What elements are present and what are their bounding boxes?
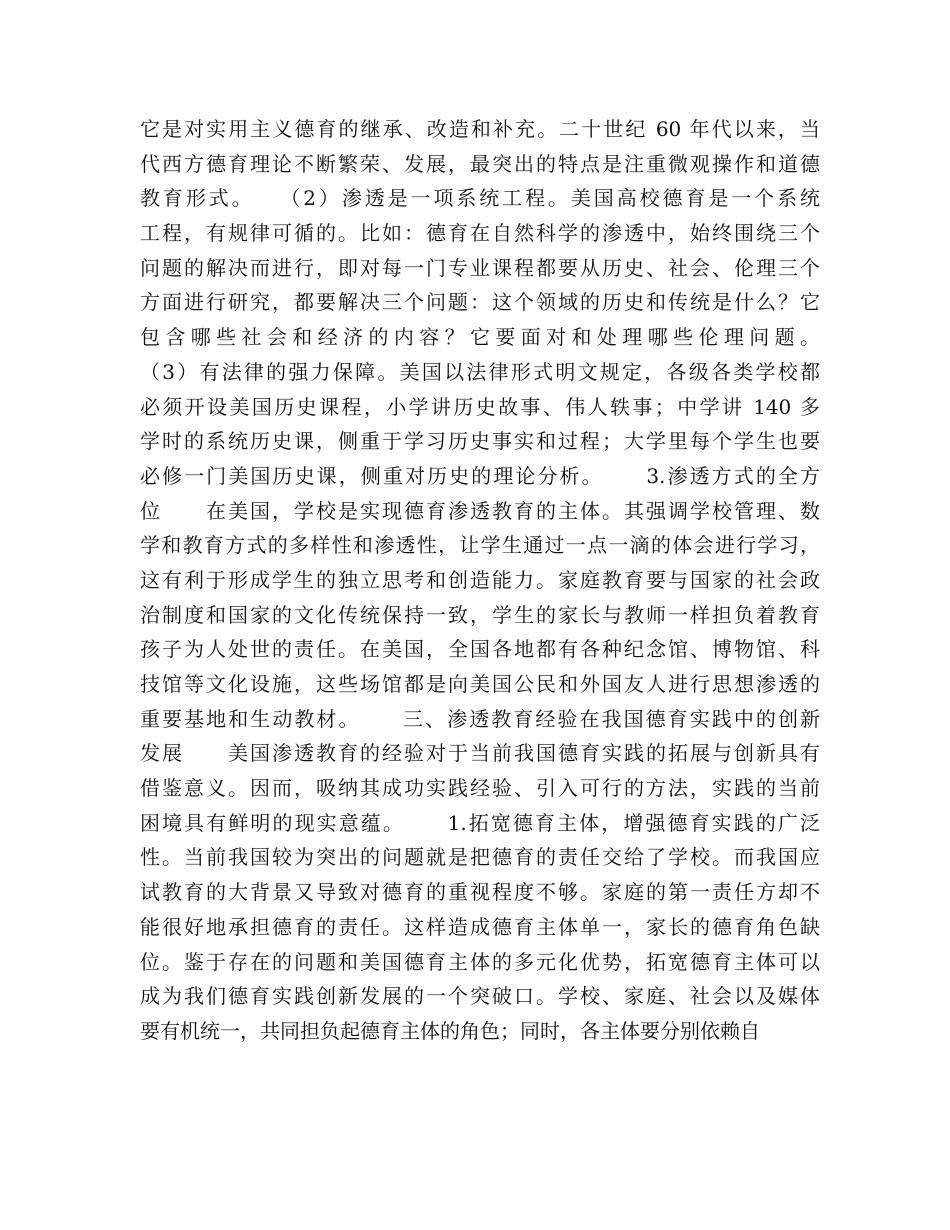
text-line: 借鉴意义。因而，吸纳其成功实践经验、引入可行的方法，实践的当前	[140, 776, 820, 801]
text-line: 教育形式。 （2）渗透是一项系统工程。美国高校德育是一个系统	[140, 186, 820, 211]
text-line: 代西方德育理论不断繁荣、发展，最突出的特点是注重微观操作和道德	[140, 151, 820, 176]
text-line: 试教育的大背景又导致对德育的重视程度不够。家庭的第一责任方却不	[140, 880, 820, 905]
text-line: 方面进行研究，都要解决三个问题：这个领域的历史和传统是什么？它	[140, 290, 820, 315]
body-text	[140, 112, 820, 1049]
text-line: 学时的系统历史课，侧重于学习历史事实和过程；大学里每个学生也要	[140, 429, 820, 454]
text-line: 性。当前我国较为突出的问题就是把德育的责任交给了学校。而我国应	[140, 845, 820, 870]
text-line: 工程，有规律可循的。比如：德育在自然科学的渗透中，始终围绕三个	[140, 221, 820, 246]
text-line: 治制度和国家的文化传统保持一致，学生的家长与教师一样担负着教育	[140, 602, 820, 627]
text-line: 成为我们德育实践创新发展的一个突破口。学校、家庭、社会以及媒体	[140, 984, 820, 1009]
text-line: 要有机统一，共同担负起德育主体的角色；同时，各主体要分别依赖自	[140, 1018, 760, 1043]
text-line: 必须开设美国历史课程，小学讲历史故事、伟人轶事；中学讲 140 多	[140, 394, 820, 419]
text-line: 问题的解决而进行，即对每一门专业课程都要从历史、社会、伦理三个	[140, 255, 820, 280]
text-line: 技馆等文化设施，这些场馆都是向美国公民和外国友人进行思想渗透的	[140, 672, 820, 696]
text-line: 孩子为人处世的责任。在美国，全国各地都有各种纪念馆、博物馆、科	[140, 637, 820, 662]
text-line: 它是对实用主义德育的继承、改造和补充。二十世纪 60 年代以来，当	[140, 117, 820, 141]
text-line: 能很好地承担德育的责任。这样造成德育主体单一，家长的德育角色缺	[140, 914, 820, 939]
text-line: 困境具有鲜明的现实意蕴。 1.拓宽德育主体，增强德育实践的广泛	[140, 810, 820, 835]
text-line: 学和教育方式的多样性和渗透性，让学生通过一点一滴的体会进行学习，	[140, 533, 820, 558]
text-line: 必修一门美国历史课，侧重对历史的理论分析。 3.渗透方式的全方	[140, 463, 820, 488]
text-line: 重要基地和生动教材。 三、渗透教育经验在我国德育实践中的创新	[140, 706, 820, 731]
text-line: 位。鉴于存在的问题和美国德育主体的多元化优势，拓宽德育主体可以	[140, 949, 820, 974]
text-line: 这有利于形成学生的独立思考和创造能力。家庭教育要与国家的社会政	[140, 567, 820, 592]
text-line: 包含哪些社会和经济的内容？它要面对和处理哪些伦理问题。	[140, 325, 820, 350]
text-line: 发展 美国渗透教育的经验对于当前我国德育实践的拓展与创新具有	[140, 741, 820, 766]
text-line: 位 在美国，学校是实现德育渗透教育的主体。其强调学校管理、数	[140, 498, 820, 523]
text-line: （3）有法律的强力保障。美国以法律形式明文规定，各级各类学校都	[140, 359, 820, 384]
